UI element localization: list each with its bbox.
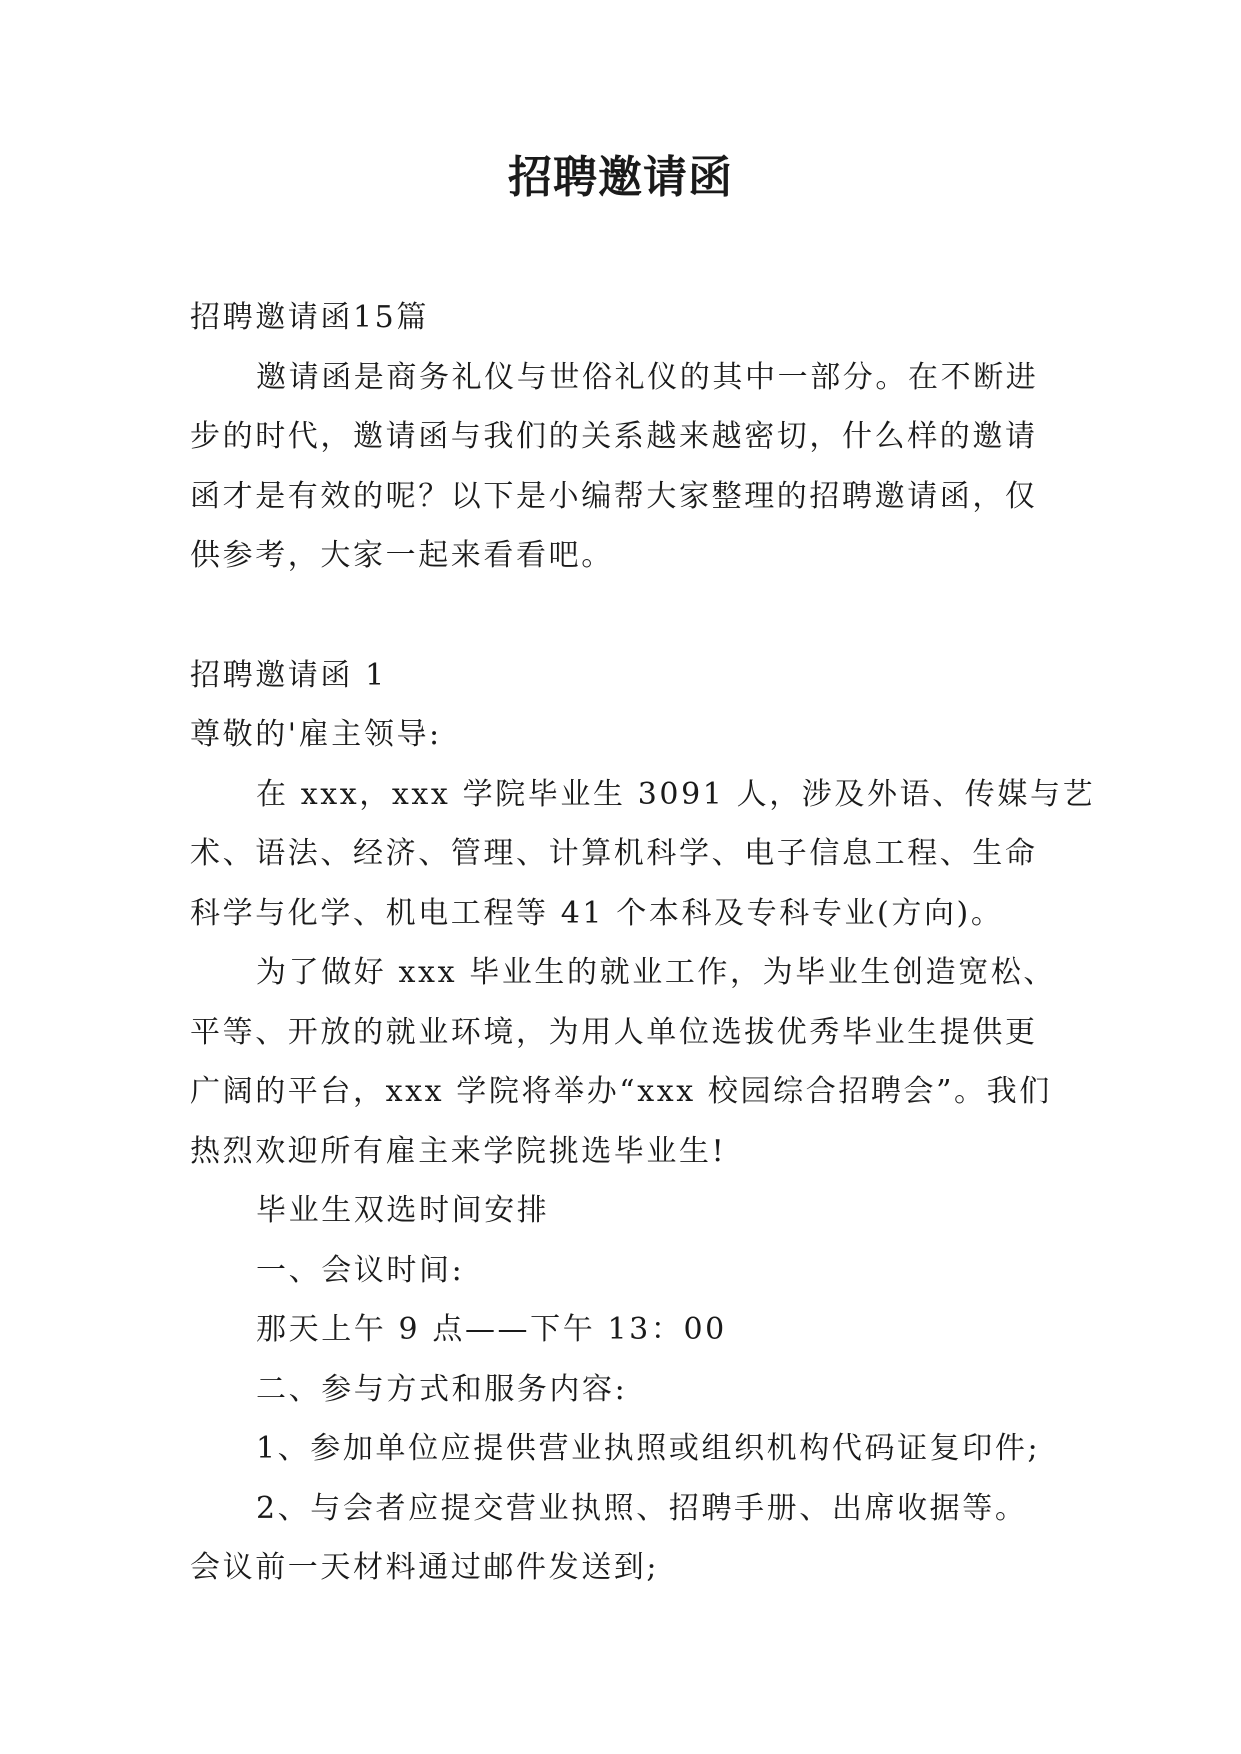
paragraph-line: 为了做好 xxx 毕业生的就业工作，为毕业生创造宽松、 <box>256 955 1057 990</box>
salutation: 尊敬的'雇主领导: <box>190 717 442 752</box>
document-title: 招聘邀请函 <box>508 152 733 203</box>
paragraph-line: 平等、开放的就业环境，为用人单位选拔优秀毕业生提供更 <box>190 1014 1038 1050</box>
paragraph-line: 术、语法、经济、管理、计算机科学、电子信息工程、生命 <box>190 836 1038 871</box>
paragraph-line: 2、与会者应提交营业执照、招聘手册、出席收据等。 <box>256 1490 1028 1526</box>
paragraph-line: 在 xxx，xxx 学院毕业生 3091 人，涉及外语、传媒与艺 <box>256 776 1096 812</box>
section-heading: 招聘邀请函 1 <box>190 657 387 693</box>
participation-point-1: 1、参加单位应提供营业执照或组织机构代码证复印件; <box>256 1431 1041 1466</box>
paragraph-line: 热烈欢迎所有雇主来学院挑选毕业生! <box>190 1133 727 1169</box>
meeting-time-heading: 一、会议时间: <box>256 1252 465 1288</box>
paragraph-line: 科学与化学、机电工程等 41 个本科及专科专业(方向)。 <box>190 895 1004 931</box>
schedule-heading: 毕业生双选时间安排 <box>256 1193 550 1228</box>
graduates-paragraph <box>190 765 1096 944</box>
meeting-time-value: 那天上午 9 点——下午 13：00 <box>256 1312 727 1347</box>
intro-paragraph <box>190 348 1050 586</box>
paragraph-gap <box>190 586 1050 646</box>
paragraph-line: 广阔的平台，xxx 学院将举办“xxx 校园综合招聘会”。我们 <box>190 1074 1052 1109</box>
participation-point-2 <box>190 1479 1050 1598</box>
intro-line: 函才是有效的呢？以下是小编帮大家整理的招聘邀请函，仅 <box>190 478 1038 514</box>
job-fair-paragraph <box>190 943 1057 1181</box>
intro-line: 步的时代，邀请函与我们的关系越来越密切，什么样的邀请 <box>190 419 1038 454</box>
subtitle: 招聘邀请函15篇 <box>190 300 429 335</box>
participation-heading: 二、参与方式和服务内容: <box>256 1371 628 1407</box>
document-body <box>190 288 1096 1598</box>
intro-line: 供参考，大家一起来看看吧。 <box>190 538 614 573</box>
paragraph-line: 会议前一天材料通过邮件发送到; <box>190 1550 660 1585</box>
intro-line: 邀请函是商务礼仪与世俗礼仪的其中一部分。在不断进 <box>256 359 1039 395</box>
